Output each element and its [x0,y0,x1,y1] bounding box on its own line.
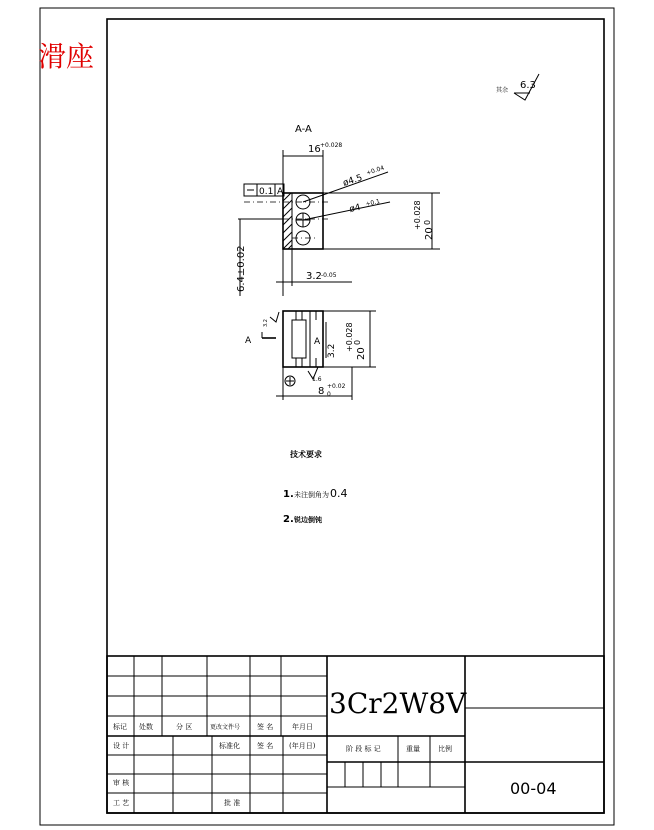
section-marker-a: A [245,336,252,346]
note-2-num: 2. [283,514,294,525]
dim-hole2: ø4 [348,202,362,215]
dim-16: 16 [308,144,321,155]
view2-r: 3.2 [263,319,269,327]
section-label: A-A [295,124,312,135]
label-weight: 重量 [406,745,420,753]
label-design: 设 计 [113,742,130,750]
view2-8-tol0: 0 [327,391,331,398]
dim-20-tol: +0.028 [413,200,422,230]
material: 3Cr2W8V [329,687,467,720]
dim-hole2-tol: +0.1 [364,198,381,208]
dim-20-tol0: 0 [423,219,432,225]
note-1-value: 0.4 [330,487,348,500]
view2-20-tol0: 0 [353,339,362,345]
technical-notes [283,449,348,525]
title-block [107,656,604,813]
flatness-datum: A [277,187,284,197]
dim-16-tol: +0.028 [320,142,343,149]
label-mark: 标记 [113,723,127,731]
dim-hole1: ø4.5 [341,173,364,189]
dim-hole1-tol: +0.04 [365,164,386,177]
label-change-doc: 更改文件号 [210,724,241,731]
dim-3-2: 3.2 [306,271,322,282]
label-standard: 标准化 [219,742,240,750]
view2-r2: 1.6 [312,376,322,383]
dim-3-2-tol: -0.05 [321,272,337,279]
label-approve: 批 准 [224,799,241,807]
note-2-text: 锐边倒钝 [294,516,322,524]
view2-20-tol: +0.028 [345,322,354,352]
note-1-num: 1. [283,489,294,500]
label-review: 审 核 [113,779,130,787]
view2-20: 20 [356,347,367,360]
dim-6-4: 6.4±0.02 [236,245,247,292]
roughness-value: 6.3 [520,80,536,91]
roughness-prefix: 其余 [496,87,509,94]
label-sign2: 签 名 [257,742,274,750]
label-count: 处数 [139,723,153,731]
label-sign: 签 名 [257,723,274,731]
label-date: 年月日 [292,723,313,731]
view2-a: A [314,337,321,347]
notes-heading: 技术要求 [290,450,322,459]
drawing-number: 00-04 [510,779,557,798]
note-1-text: 未注倒角为 [294,491,329,499]
label-date2: (年月日) [289,742,316,750]
view2-8: 8 [318,386,325,397]
view2-8-tol: +0.02 [327,383,346,390]
roughness-symbol [496,74,539,100]
section-view [236,124,440,296]
part-title: 滑座 [38,40,95,73]
flatness-value: 0.1 [259,187,274,197]
view2-inner: 3.2 [327,343,337,358]
label-process: 工 艺 [113,799,130,807]
label-stage-mark: 阶 段 标 记 [346,745,381,753]
plan-view [245,311,376,400]
dim-20: 20 [424,227,435,240]
label-zone: 分 区 [176,723,193,731]
label-scale: 比例 [438,745,452,753]
